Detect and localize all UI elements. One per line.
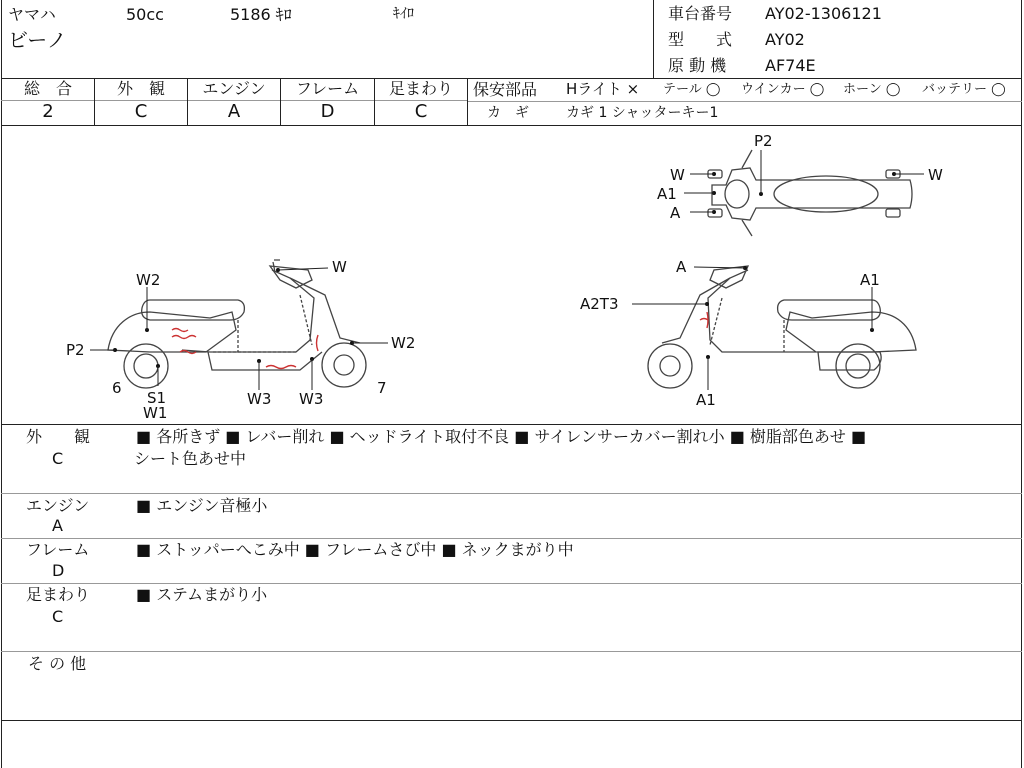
remark-engine-line1: ■ エンジン音極小 (136, 496, 268, 515)
remark-engine-label: エンジン (26, 496, 90, 515)
damage-diagram (0, 126, 1022, 424)
label-right-a2t3: A2T3 (580, 295, 619, 313)
remark-suspension-line1: ■ ステムまがり小 (136, 585, 268, 604)
remark-suspension-grade: C (52, 607, 64, 626)
mileage-unit: ｷｲﾛ (393, 6, 414, 22)
label-right-a1-bottom: A1 (696, 391, 716, 409)
suspension-label: 足まわり (388, 79, 453, 98)
frame-no: AY02-1306121 (765, 4, 882, 23)
label-right-a: A (676, 258, 687, 276)
mileage: 5186 ｷﾛ (230, 5, 292, 24)
key-label: カ ギ (487, 105, 529, 121)
scooter-top-view (708, 150, 912, 236)
remark-suspension-label: 足まわり (26, 585, 91, 604)
safety-label: 保安部品 (473, 80, 538, 99)
engine-label: エンジン (202, 79, 266, 98)
displacement: 50cc (126, 5, 164, 24)
label-top-p2: P2 (754, 132, 773, 150)
type-value: AY02 (765, 30, 805, 49)
label-top-a1: A1 (657, 185, 677, 203)
engine-model-value: AF74E (765, 56, 816, 75)
winker-status: ウインカー ◯ (741, 82, 825, 97)
label-w1: W1 (143, 404, 168, 422)
label-top-w-right: W (928, 166, 943, 184)
exterior-grade: C (134, 101, 148, 122)
remark-engine-grade: A (52, 516, 63, 535)
horn-status: ホーン ◯ (843, 82, 901, 97)
tail-status: テール ◯ (663, 82, 721, 97)
label-right-a1-seat: A1 (860, 271, 880, 289)
remark-exterior-line1: ■ 各所きず ■ レバー削れ ■ ヘッドライト取付不良 ■ サイレンサーカバー割れ小 ■ 樹脂部色あせ ■ (136, 427, 867, 446)
label-w3-b: W3 (299, 390, 324, 408)
label-w-handle: W (332, 258, 347, 276)
key-value: カギ 1 シャッターキー1 (566, 105, 719, 121)
remark-other-label: そ の 他 (28, 654, 87, 673)
damage-marks-right (700, 312, 708, 328)
headlight-status: Hライト × (566, 80, 640, 98)
remark-exterior-label: 外 観 (26, 427, 91, 446)
engine-grade: A (227, 101, 241, 122)
label-w3-a: W3 (247, 390, 272, 408)
remark-exterior-grade: C (52, 449, 64, 468)
maker: ヤマハ (8, 5, 56, 24)
label-p2: P2 (66, 341, 85, 359)
model-name: ビーノ (8, 28, 67, 52)
suspension-grade: C (414, 101, 428, 122)
remark-frame-line1: ■ ストッパーへこみ中 ■ フレームさび中 ■ ネックまがり中 (136, 540, 574, 559)
label-w2-right: W2 (391, 334, 416, 352)
exterior-label: 外 観 (116, 79, 165, 98)
battery-status: バッテリー ◯ (922, 82, 1006, 97)
total-grade: 2 (42, 101, 54, 122)
frame-grade: D (320, 101, 335, 122)
remark-exterior-line2: シート色あせ中 (134, 449, 247, 468)
damage-marks-left (172, 329, 318, 369)
total-label: 総 合 (23, 79, 72, 98)
label-w2-top: W2 (136, 271, 161, 289)
label-top-w-left: W (670, 166, 685, 184)
engine-model-label: 原 動 機 (668, 56, 727, 75)
frame-no-label: 車台番号 (668, 4, 733, 23)
label-six: 6 (112, 379, 122, 397)
label-seven: 7 (377, 379, 387, 397)
frame-label: フレーム (295, 79, 360, 98)
remark-frame-label: フレーム (26, 540, 90, 559)
remark-frame-grade: D (52, 561, 65, 580)
type-label: 型 式 (668, 30, 733, 49)
label-s1: S1 (147, 389, 167, 407)
label-top-a: A (670, 204, 681, 222)
